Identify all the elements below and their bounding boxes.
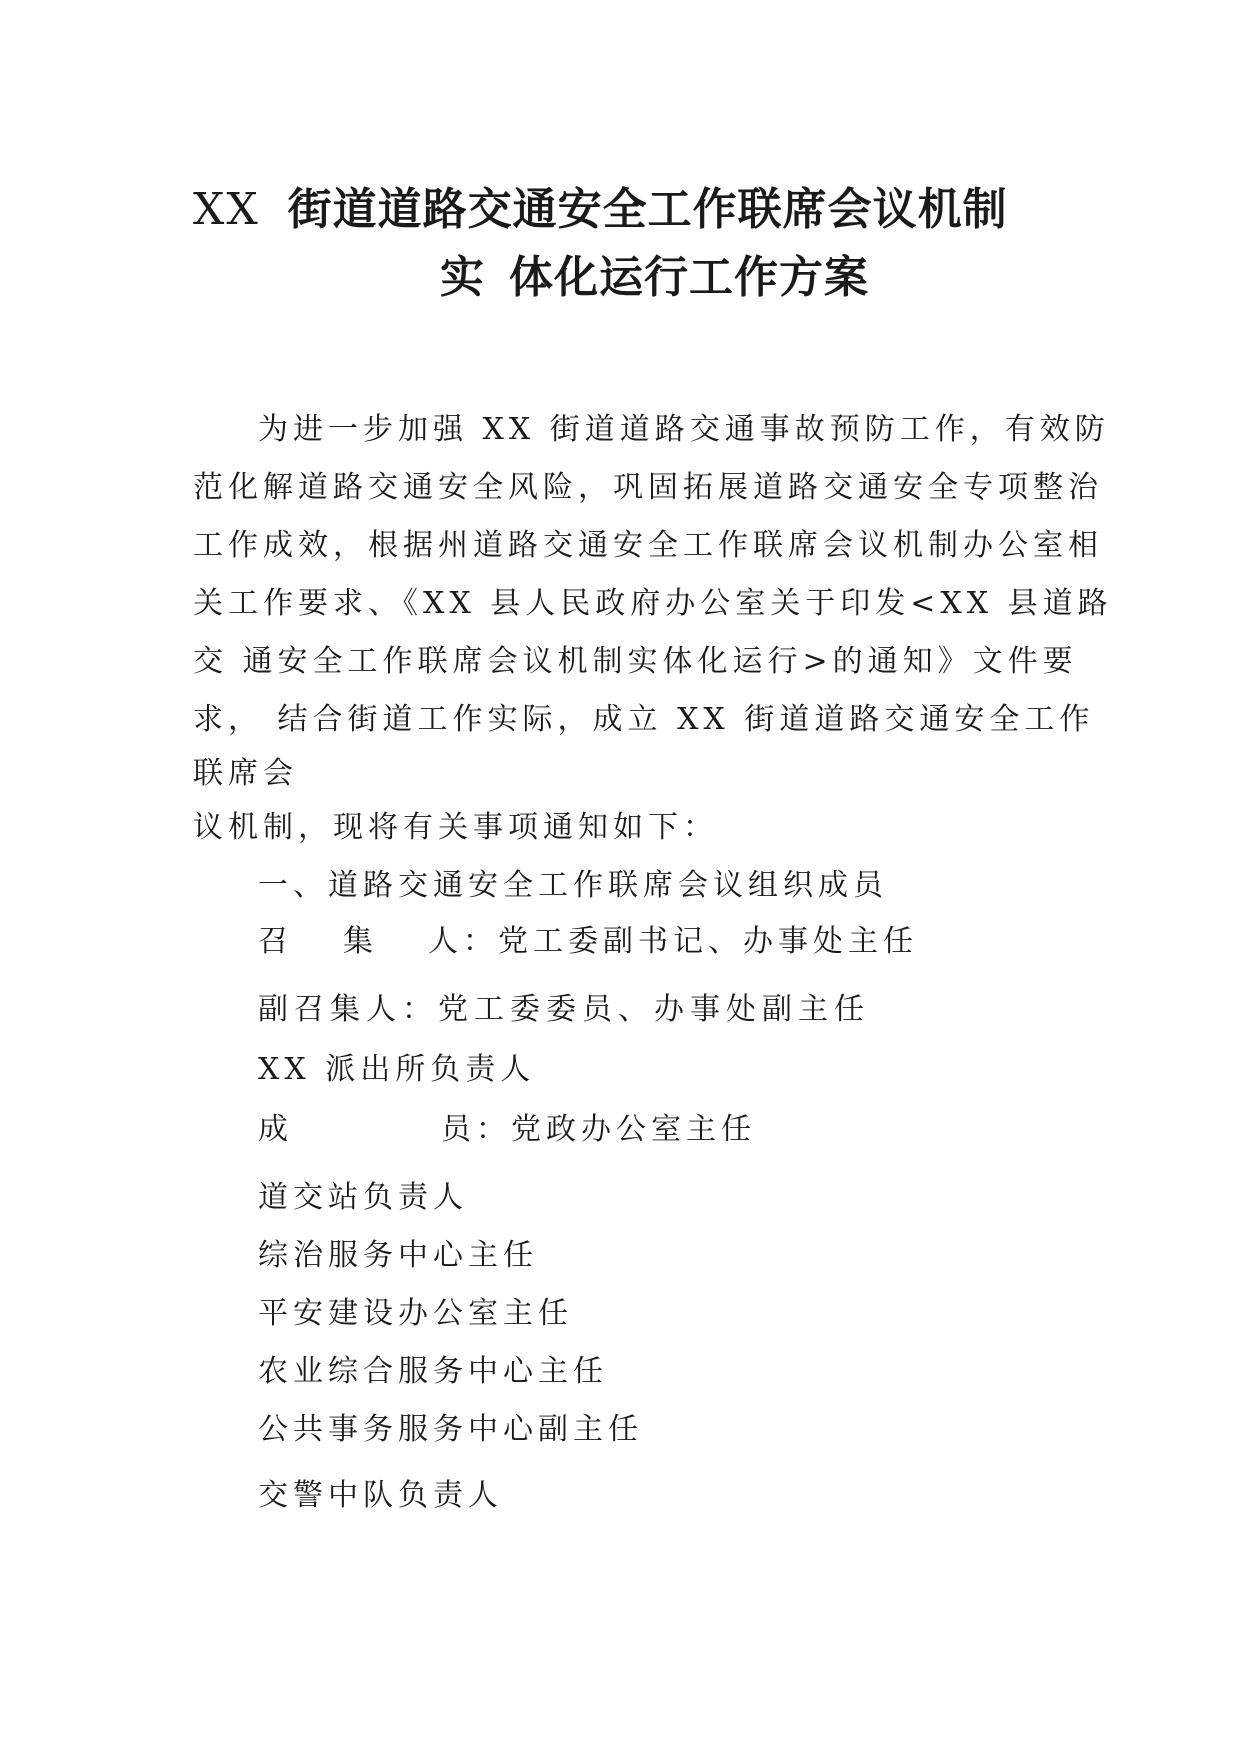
title-line-2-a: 实 [440, 252, 485, 303]
title-line-1 [193, 184, 1008, 236]
para1-line-6: 求， 结合街道工作实际，成立 XX 街道道路交通安全工作 [193, 702, 1095, 737]
para1-line-5: 交 通安全工作联席会议机制实体化运行>的通知》文件要 [193, 644, 1078, 679]
para1-line-8: 议机制，现将有关事项通知如下： [193, 810, 718, 845]
police-station-line: XX 派出所负责人 [258, 1052, 536, 1087]
convener-line [258, 922, 918, 962]
members-item-1: 道交站负责人 [258, 1180, 468, 1215]
members-item-4: 农业综合服务中心主任 [258, 1354, 608, 1389]
section1-heading: 一、道路交通安全工作联席会议组织成员 [258, 868, 888, 903]
members-item-6: 交警中队负责人 [258, 1478, 503, 1513]
convener-char-1: 召 [258, 924, 293, 959]
member-char-1: 成 [258, 1112, 293, 1147]
convener-rest: 人：党工委副书记、办事处主任 [428, 924, 918, 959]
convener-char-2: 集 [343, 924, 378, 959]
para1-line-3: 工作成效，根据州道路交通安全工作联席会议机制办公室相 [193, 528, 1103, 563]
para1-line-2: 范化解道路交通安全风险，巩固拓展道路交通安全专项整治 [193, 470, 1103, 505]
members-item-3: 平安建设办公室主任 [258, 1296, 573, 1331]
title-line-1-text: 街道道路交通安全工作联席会议机制 [287, 184, 1008, 235]
members-item-2: 综治服务中心主任 [258, 1238, 538, 1273]
members-item-5: 公共事务服务中心副主任 [258, 1412, 643, 1447]
member-line [258, 1110, 756, 1150]
para1-line-1: 为进一步加强 XX 街道道路交通事故预防工作，有效防 [258, 412, 1110, 447]
title-line-2 [440, 252, 869, 304]
title-xx: XX [193, 184, 260, 235]
para1-line-7: 联席会 [193, 756, 298, 791]
para1-line-4: 关工作要求、《XX 县人民政府办公室关于印发<XX 县道路 [193, 586, 1113, 621]
member-rest: 员：党政办公室主任 [441, 1112, 756, 1147]
vice-convener-line: 副召集人：党工委委员、办事处副主任 [258, 992, 870, 1027]
title-line-2-b: 体化运行工作方案 [509, 252, 869, 303]
